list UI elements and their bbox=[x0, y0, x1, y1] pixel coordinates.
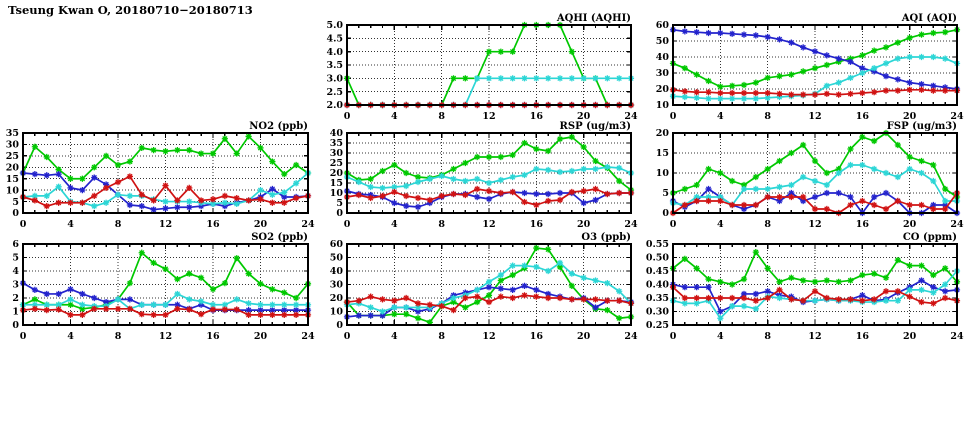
chart-no2-svg bbox=[0, 119, 317, 237]
svg-text:SO2 (ppb): SO2 (ppb) bbox=[251, 232, 308, 243]
svg-text:8: 8 bbox=[764, 219, 771, 230]
chart-fsp bbox=[643, 119, 966, 237]
svg-text:12: 12 bbox=[482, 331, 496, 342]
svg-text:16: 16 bbox=[206, 219, 220, 230]
chart-o3-svg bbox=[317, 230, 640, 349]
svg-text:4.5: 4.5 bbox=[326, 33, 343, 45]
svg-text:3: 3 bbox=[12, 279, 19, 291]
svg-text:4: 4 bbox=[717, 219, 724, 230]
svg-text:5: 5 bbox=[662, 188, 669, 200]
svg-text:0: 0 bbox=[343, 331, 351, 342]
svg-text:20: 20 bbox=[329, 293, 343, 305]
svg-text:8: 8 bbox=[114, 219, 122, 230]
svg-text:0: 0 bbox=[12, 320, 19, 332]
svg-text:20: 20 bbox=[329, 168, 343, 180]
svg-text:30: 30 bbox=[329, 148, 343, 160]
svg-text:6: 6 bbox=[12, 239, 19, 251]
svg-text:20: 20 bbox=[903, 111, 917, 122]
svg-text:0.40: 0.40 bbox=[645, 279, 669, 291]
chart-so2 bbox=[0, 230, 317, 349]
chart-so2-svg bbox=[0, 230, 317, 349]
svg-text:40: 40 bbox=[329, 266, 343, 278]
svg-text:0: 0 bbox=[336, 208, 343, 220]
chart-aqi bbox=[643, 11, 966, 129]
svg-text:16: 16 bbox=[529, 111, 543, 122]
svg-text:60: 60 bbox=[329, 239, 343, 251]
svg-text:20: 20 bbox=[903, 219, 917, 230]
svg-text:0.30: 0.30 bbox=[645, 306, 669, 318]
svg-text:30: 30 bbox=[655, 68, 669, 80]
svg-text:10: 10 bbox=[655, 100, 669, 112]
page-title: Tseung Kwan O, 20180710−20180713 bbox=[8, 3, 253, 17]
svg-text:20: 20 bbox=[253, 331, 268, 342]
svg-text:20: 20 bbox=[577, 111, 591, 122]
svg-text:8: 8 bbox=[114, 331, 122, 342]
svg-text:0.55: 0.55 bbox=[645, 239, 669, 251]
svg-text:0: 0 bbox=[12, 208, 19, 220]
svg-text:3.5: 3.5 bbox=[326, 60, 343, 72]
svg-text:16: 16 bbox=[855, 111, 869, 122]
svg-text:10: 10 bbox=[329, 306, 343, 318]
svg-text:24: 24 bbox=[950, 331, 964, 342]
svg-text:O3 (ppb): O3 (ppb) bbox=[581, 232, 631, 243]
svg-text:5: 5 bbox=[12, 252, 19, 264]
svg-text:50: 50 bbox=[329, 252, 343, 264]
svg-text:5: 5 bbox=[336, 198, 343, 210]
svg-text:8: 8 bbox=[438, 331, 445, 342]
svg-text:RSP (ug/m3): RSP (ug/m3) bbox=[559, 121, 631, 132]
svg-text:0: 0 bbox=[669, 111, 677, 122]
svg-text:16: 16 bbox=[855, 219, 869, 230]
svg-text:8: 8 bbox=[764, 111, 771, 122]
chart-rsp bbox=[317, 119, 640, 237]
svg-text:24: 24 bbox=[950, 111, 964, 122]
svg-text:4: 4 bbox=[67, 331, 74, 342]
chart-co-svg bbox=[643, 230, 966, 349]
svg-text:40: 40 bbox=[655, 52, 669, 64]
svg-text:10: 10 bbox=[329, 188, 343, 200]
svg-text:0: 0 bbox=[343, 111, 351, 122]
svg-text:10: 10 bbox=[655, 168, 669, 180]
svg-text:20: 20 bbox=[655, 128, 669, 140]
svg-text:4: 4 bbox=[391, 111, 398, 122]
svg-text:20: 20 bbox=[903, 331, 917, 342]
svg-text:0: 0 bbox=[336, 320, 343, 332]
svg-text:24: 24 bbox=[624, 331, 638, 342]
chart-aqhi-svg bbox=[317, 11, 640, 129]
svg-text:30: 30 bbox=[329, 279, 343, 291]
svg-text:20: 20 bbox=[655, 84, 669, 96]
svg-text:1: 1 bbox=[12, 306, 19, 318]
svg-text:AQHI (AQHI): AQHI (AQHI) bbox=[556, 13, 631, 24]
svg-text:NO2 (ppb): NO2 (ppb) bbox=[249, 121, 308, 132]
svg-text:60: 60 bbox=[655, 20, 669, 32]
svg-text:0.25: 0.25 bbox=[645, 320, 669, 332]
chart-rsp-svg bbox=[317, 119, 640, 237]
svg-text:35: 35 bbox=[329, 138, 343, 150]
chart-fsp-svg bbox=[643, 119, 966, 237]
svg-text:15: 15 bbox=[655, 148, 669, 160]
svg-text:35: 35 bbox=[5, 128, 19, 140]
svg-text:24: 24 bbox=[624, 111, 638, 122]
svg-text:12: 12 bbox=[808, 331, 822, 342]
svg-text:3.0: 3.0 bbox=[326, 73, 343, 85]
svg-text:5: 5 bbox=[12, 196, 19, 208]
svg-text:0: 0 bbox=[19, 331, 27, 342]
chart-aqi-svg bbox=[643, 11, 966, 129]
svg-text:20: 20 bbox=[253, 219, 268, 230]
svg-text:20: 20 bbox=[5, 162, 19, 174]
svg-text:15: 15 bbox=[329, 178, 343, 190]
svg-text:0.35: 0.35 bbox=[645, 293, 669, 305]
svg-text:20: 20 bbox=[577, 331, 591, 342]
svg-text:50: 50 bbox=[655, 36, 669, 48]
svg-text:12: 12 bbox=[158, 331, 173, 342]
svg-text:16: 16 bbox=[529, 331, 543, 342]
svg-text:12: 12 bbox=[482, 219, 496, 230]
svg-text:40: 40 bbox=[329, 128, 343, 140]
svg-text:4: 4 bbox=[67, 219, 74, 230]
svg-text:2: 2 bbox=[12, 293, 19, 305]
svg-text:0.45: 0.45 bbox=[645, 266, 669, 278]
svg-text:15: 15 bbox=[5, 173, 19, 185]
svg-text:4: 4 bbox=[717, 111, 724, 122]
svg-text:AQI (AQI): AQI (AQI) bbox=[901, 13, 957, 24]
svg-text:4: 4 bbox=[391, 331, 398, 342]
svg-text:30: 30 bbox=[5, 139, 19, 151]
chart-no2 bbox=[0, 119, 317, 237]
svg-text:24: 24 bbox=[624, 219, 638, 230]
svg-text:4: 4 bbox=[717, 331, 724, 342]
svg-text:0: 0 bbox=[19, 219, 27, 230]
svg-text:2.0: 2.0 bbox=[326, 100, 343, 112]
svg-text:25: 25 bbox=[329, 158, 343, 170]
svg-text:16: 16 bbox=[529, 219, 543, 230]
svg-text:0: 0 bbox=[669, 219, 677, 230]
svg-text:12: 12 bbox=[808, 219, 822, 230]
svg-text:24: 24 bbox=[301, 331, 315, 342]
svg-text:0: 0 bbox=[343, 219, 351, 230]
svg-text:8: 8 bbox=[438, 111, 445, 122]
chart-o3 bbox=[317, 230, 640, 349]
svg-text:4: 4 bbox=[391, 219, 398, 230]
svg-text:25: 25 bbox=[5, 151, 19, 163]
svg-text:16: 16 bbox=[206, 331, 220, 342]
svg-text:24: 24 bbox=[950, 219, 964, 230]
svg-text:8: 8 bbox=[438, 219, 445, 230]
svg-text:2.5: 2.5 bbox=[326, 86, 343, 98]
svg-text:12: 12 bbox=[808, 111, 822, 122]
svg-text:0: 0 bbox=[662, 208, 669, 220]
svg-text:20: 20 bbox=[577, 219, 591, 230]
svg-text:4.0: 4.0 bbox=[326, 46, 343, 58]
svg-text:4: 4 bbox=[12, 266, 19, 278]
svg-text:0: 0 bbox=[669, 331, 677, 342]
svg-text:16: 16 bbox=[855, 331, 869, 342]
svg-text:10: 10 bbox=[5, 185, 19, 197]
svg-text:24: 24 bbox=[301, 219, 315, 230]
svg-text:12: 12 bbox=[482, 111, 496, 122]
svg-text:5.0: 5.0 bbox=[326, 20, 343, 32]
svg-text:CO (ppm): CO (ppm) bbox=[902, 232, 957, 243]
svg-text:0.50: 0.50 bbox=[645, 252, 669, 264]
svg-text:12: 12 bbox=[158, 219, 173, 230]
svg-text:8: 8 bbox=[764, 331, 771, 342]
chart-co bbox=[643, 230, 966, 349]
chart-aqhi bbox=[317, 11, 640, 129]
svg-text:FSP (ug/m3): FSP (ug/m3) bbox=[886, 121, 957, 132]
